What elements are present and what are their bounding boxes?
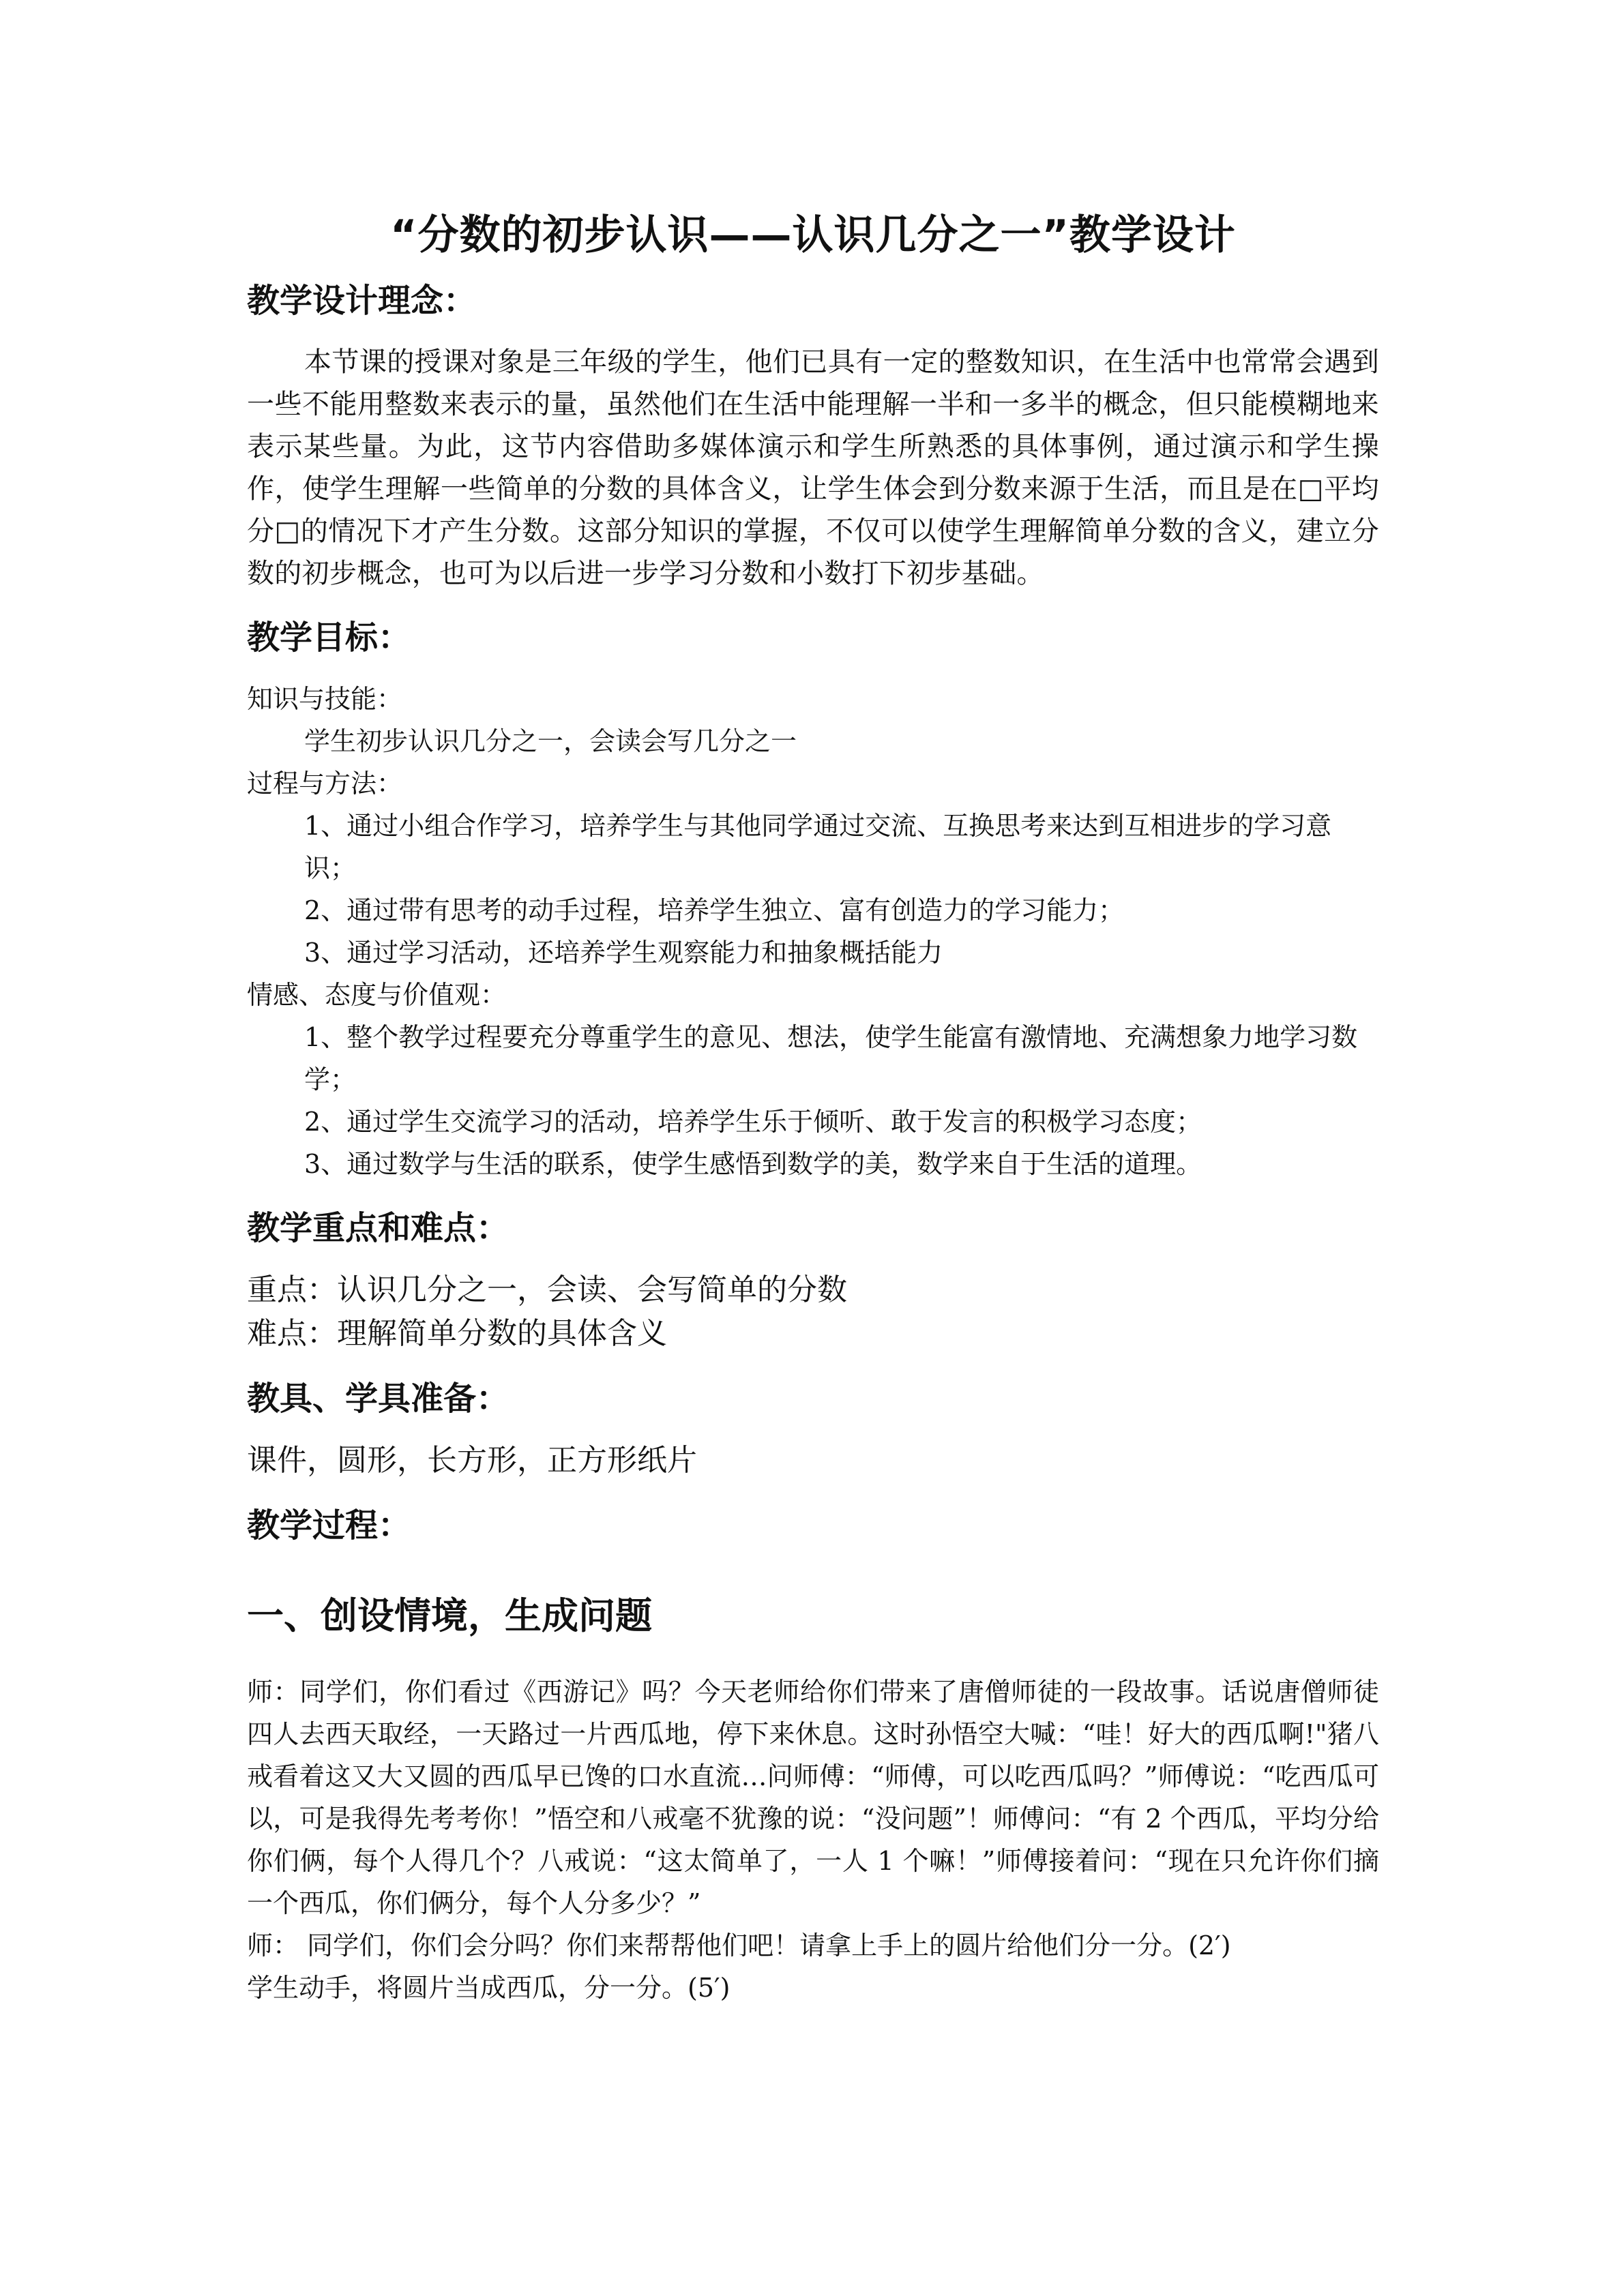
emotion-item-3: 3、通过数学与生活的联系，使学生感悟到数学的美，数学来自于生活的道理。	[304, 1149, 1202, 1179]
emotion-label: 情感、态度与价值观：	[247, 980, 507, 1010]
concept-paragraph: 本节课的授课对象是三年级的学生，他们已具有一定的整数知识，在生活中也常常会遇到一些不能用整数来表示的量，虽然他们在生活中能理解一半和一多半的概念，但只能模糊地来表示某些量。为此，这节内容借助多媒体演示和学生所熟悉的具体事例，通过演示和学生操作，使学生理解一些简单的分数的具体含义，让学生体会到分数来源于生活，而且是在□平均分□的情况下才产生分数。这部分知识的掌握，不仅可以使学生理解简单分数的含义，建立分数的初步概念，也可为以后进一步学习分数和小数打下初步基础。	[247, 346, 1379, 589]
process-label: 过程与方法：	[247, 769, 403, 799]
part1-heading: 一、创设情境，生成问题	[247, 1594, 652, 1637]
emotion-item-2: 2、通过学生交流学习的活动，培养学生乐于倾听、敢于发言的积极学习态度；	[304, 1107, 1202, 1137]
process-item-3: 3、通过学习活动，还培养学生观察能力和抽象概括能力	[304, 938, 943, 968]
process-item-2: 2、通过带有思考的动手过程，培养学生独立、富有创造力的学习能力；	[304, 895, 1125, 925]
knowledge-item: 学生初步认识几分之一，会读会写几分之一	[304, 726, 797, 756]
process-item-1: 1、通过小组合作学习，培养学生与其他同学通过交流、互换思考来达到互相进步的学习意识；	[304, 811, 1332, 883]
document-page	[247, 205, 1379, 2009]
knowledge-label: 知识与技能：	[247, 684, 403, 714]
process-heading: 教学过程：	[247, 1506, 411, 1545]
materials-heading: 教具、学具准备：	[247, 1380, 510, 1418]
document-title: “分数的初步认识——认识几分之一”教学设计	[390, 211, 1236, 259]
key-point: 重点：认识几分之一，会读、会写简单的分数	[247, 1272, 847, 1307]
student-line: 学生动手，将圆片当成西瓜，分一分。(5′)	[247, 1973, 730, 2003]
goals-heading: 教学目标：	[247, 618, 411, 657]
materials-text: 课件，圆形，长方形，正方形纸片	[247, 1443, 697, 1478]
keypoints-heading: 教学重点和难点：	[247, 1209, 510, 1247]
concept-heading: 教学设计理念：	[247, 282, 477, 320]
teacher-line: 师： 同学们，你们会分吗？你们来帮帮他们吧！请拿上手上的圆片给他们分一分。(2′)	[247, 1930, 1231, 1960]
difficult-point: 难点：理解简单分数的具体含义	[247, 1316, 667, 1351]
story-paragraph: 师：同学们，你们看过《西游记》吗？今天老师给你们带来了唐僧师徒的一段故事。话说唐僧师徒四人去西天取经，一天路过一片西瓜地，停下来休息。这时孙悟空大喊：“哇！好大的西瓜啊!"猪八戒看着这又大又圆的西瓜早已馋的口水直流…问师傅：“师傅，可以吃西瓜吗？”师傅说：“吃西瓜可以，可是我得先考考你！”悟空和八戒毫不犹豫的说：“没问题”！师傅问：“有 2 个西瓜，平均分给你们俩，每个人得几个？八戒说：“这太简单了，一人 1 个嘛！”师傅接着问：“现在只允许你们摘一个西瓜，你们俩分，每个人分多少？”	[247, 1677, 1379, 1918]
emotion-item-1: 1、整个教学过程要充分尊重学生的意见、想法，使学生能富有激情地、充满想象力地学习数学；	[304, 1022, 1358, 1094]
